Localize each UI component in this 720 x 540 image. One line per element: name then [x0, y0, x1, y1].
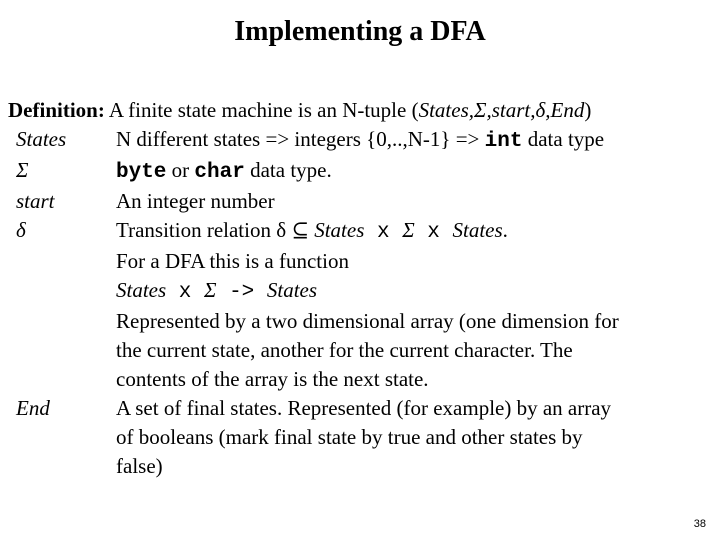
desc-start-line1: An integer number: [116, 189, 275, 213]
term-delta: δ: [16, 218, 26, 242]
desc-start: [116, 187, 706, 216]
desc-sigma-line1: [116, 156, 706, 187]
desc-delta-line5: the current state, another for the current character. The: [116, 338, 573, 362]
definition-label: Definition:: [8, 98, 105, 122]
definition-close: ): [584, 98, 592, 122]
cross-symbol: x: [414, 221, 453, 244]
text-italic: States: [116, 278, 167, 302]
text-fragment: Transition relation δ ⊆: [116, 218, 315, 242]
cross-symbol: x: [364, 221, 403, 244]
code-int: int: [484, 130, 523, 153]
definition-tuple: States,Σ,start,δ,End: [418, 98, 585, 122]
text-italic: States: [452, 218, 503, 242]
slide-number: 38: [693, 518, 706, 530]
desc-states-line1: [116, 125, 706, 156]
sigma-symbol: Σ: [402, 218, 415, 242]
definition-line: [8, 96, 713, 125]
text-italic: States: [314, 218, 365, 242]
desc-end-line3: false): [116, 454, 163, 478]
row-states: [16, 125, 706, 156]
code-char: char: [194, 161, 245, 184]
row-delta: [16, 216, 706, 394]
text-fragment: or: [166, 158, 195, 182]
text-fragment: data type.: [244, 158, 332, 182]
desc-end-line2: of booleans (mark final state by true and other states by: [116, 425, 583, 449]
desc-sigma: [116, 156, 706, 187]
desc-delta: [116, 216, 706, 394]
definition-rows: [16, 125, 706, 481]
arrow-symbol: ->: [216, 281, 267, 304]
term-end: End: [16, 396, 50, 420]
desc-states: [116, 125, 706, 156]
text-fragment: N different states => integers {0,..,N-1} =>: [116, 127, 485, 151]
cross-symbol: x: [166, 281, 204, 304]
term-sigma: Σ: [16, 158, 29, 182]
term-start: start: [16, 189, 55, 213]
desc-delta-line6: contents of the array is the next state.: [116, 367, 429, 391]
definition-text: A finite state machine is an N-tuple (: [108, 98, 419, 122]
slide-title: Implementing a DFA: [234, 16, 486, 47]
desc-end-line1: A set of final states. Represented (for example) by an array: [116, 396, 612, 420]
sigma-symbol: Σ: [203, 278, 217, 302]
desc-delta-line4: Represented by a two dimensional array (one dimension for: [116, 309, 619, 333]
desc-delta-line1: [116, 216, 706, 247]
row-sigma: [16, 156, 706, 187]
term-states: States: [16, 127, 67, 151]
text-fragment: data type: [522, 127, 605, 151]
code-byte: byte: [116, 161, 167, 184]
desc-end: [116, 394, 706, 481]
desc-delta-line2: For a DFA this is a function: [116, 249, 349, 273]
text-fragment: .: [502, 218, 508, 242]
desc-delta-line3: [116, 276, 706, 307]
row-start: [16, 187, 706, 216]
row-end: [16, 394, 706, 481]
text-italic: States: [266, 278, 318, 302]
